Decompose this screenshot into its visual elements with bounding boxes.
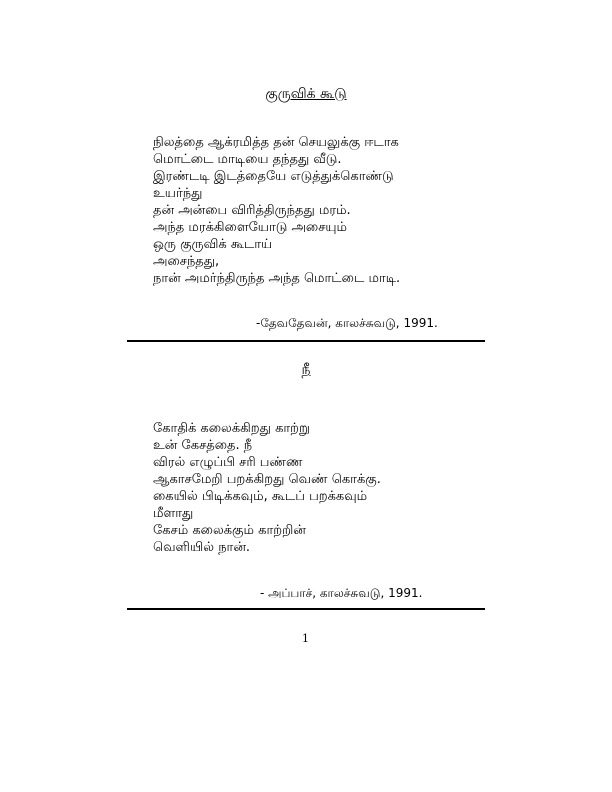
poem-line: நிலத்தை ஆக்ரமித்த தன் செயலுக்கு ஈடாக [153,135,399,150]
poem-line: உயர்ந்து [153,186,203,201]
poem-line: அந்த மரக்கிளையோடு அசையும் [153,220,348,235]
poem1-title: குருவிக் கூடு [265,86,347,102]
poem-line: அசைந்தது, [153,254,220,269]
poem-line: மொட்டை மாடியை தந்தது வீடு. [153,152,342,167]
poem1-attribution: -தேவதேவன், காலச்சுவடு, 1991. [256,316,438,330]
poem-line: மீளாது [153,506,194,521]
poem-line: விரல் எழுப்பி சரி பண்ண [153,455,303,470]
poem2-title: நீ [301,362,311,378]
poem2-attribution: - அப்பாச், காலச்சுவடு, 1991. [260,586,423,600]
poem1-body [153,134,400,287]
page-number: 1 [302,632,309,645]
poem-line: ஆகாசமேறி பறக்கிறது வெண் கொக்கு. [153,472,381,487]
poem-line: தன் அன்பை விரித்திருந்தது மரம். [153,203,351,218]
section-divider [127,608,485,610]
section-divider [127,340,485,342]
poem2-body [153,420,381,556]
poem-line: கையில் பிடிக்கவும், கூடப் பறக்கவும் [153,489,368,504]
poem-line: ஒரு குருவிக் கூடாய் [153,237,273,252]
poem-line: வெளியில் நான். [153,540,251,555]
poem-line: கேசம் கலைக்கும் காற்றின் [153,523,306,538]
poem-line: நான் அமர்ந்திருந்த அந்த மொட்டை மாடி. [153,271,401,286]
poem-line: இரண்டடி இடத்தையே எடுத்துக்கொண்டு [153,169,394,184]
poem-line: உன் கேசத்தை. நீ [153,438,253,453]
poem-line: கோதிக் கலைக்கிறது காற்று [153,421,310,436]
